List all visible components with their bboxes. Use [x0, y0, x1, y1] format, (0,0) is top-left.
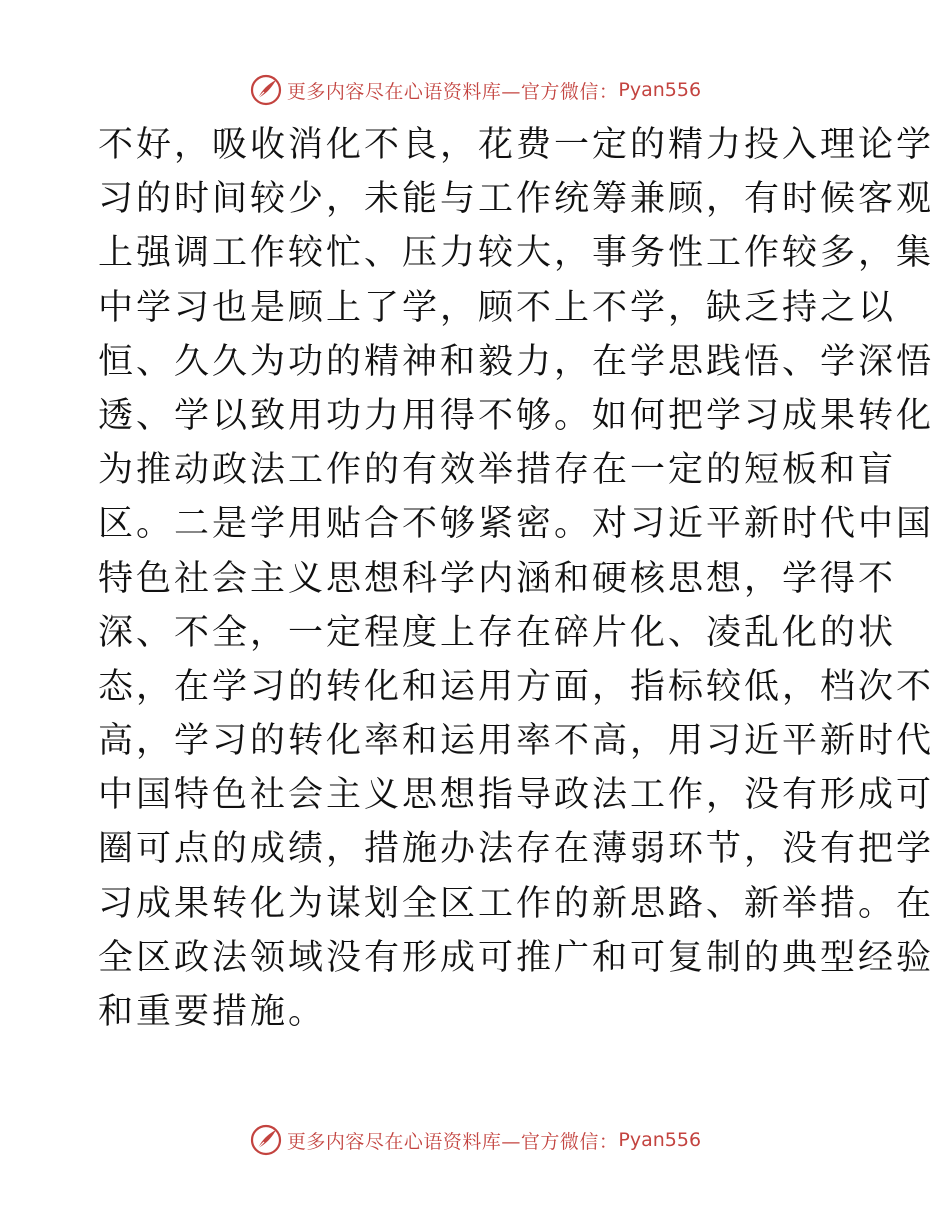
- text-line: 和重要措施。: [98, 992, 327, 1032]
- text-line: 特色社会主义思想科学内涵和硬核思想，学得不: [98, 558, 897, 599]
- text-line: 深、不全，一定程度上存在碎片化、凌乱化的状: [98, 612, 897, 653]
- text-line: 高，学习的转化率和运用率不高，用习近平新时代: [98, 721, 935, 762]
- text-line: 全区政法领域没有形成可推广和可复制的典型经验: [98, 937, 935, 978]
- footer-brand-text: 更多内容尽在心语资料库—官方微信：: [286, 1130, 619, 1153]
- text-line: 习成果转化为谋划全区工作的新思路、新举措。在: [98, 883, 935, 924]
- text-line: 透、学以致用功力用得不够。如何把学习成果转化: [98, 395, 935, 436]
- header-brand-text: 更多内容尽在心语资料库—官方微信：: [286, 80, 619, 103]
- footer-banner: [0, 1120, 950, 1160]
- footer-wechat-id: Pyan556: [618, 1129, 702, 1151]
- header-wechat-id: Pyan556: [618, 79, 702, 101]
- text-line: 习的时间较少，未能与工作统筹兼顾，有时候客观: [98, 179, 935, 220]
- text-line: 不好，吸收消化不良，花费一定的精力投入理论学: [98, 125, 935, 165]
- text-line: 态，在学习的转化和运用方面，指标较低，档次不: [98, 666, 935, 707]
- text-line: 中国特色社会主义思想指导政法工作，没有形成可: [98, 775, 935, 816]
- text-line: 中学习也是顾上了学，顾不上不学，缺乏持之以: [98, 287, 897, 328]
- quill-pen-icon: [249, 1123, 283, 1157]
- text-line: 为推动政法工作的有效举措存在一定的短板和盲: [98, 450, 897, 491]
- text-line: 圈可点的成绩，措施办法存在薄弱环节，没有把学: [98, 829, 935, 870]
- header-banner: [0, 70, 950, 110]
- text-line: 区。二是学用贴合不够紧密。对习近平新时代中国: [98, 504, 935, 545]
- document-body: [98, 118, 935, 1039]
- text-line: 上强调工作较忙、压力较大，事务性工作较多，集: [98, 233, 935, 274]
- quill-pen-icon: [249, 73, 283, 107]
- text-line: 恒、久久为功的精神和毅力，在学思践悟、学深悟: [98, 341, 935, 382]
